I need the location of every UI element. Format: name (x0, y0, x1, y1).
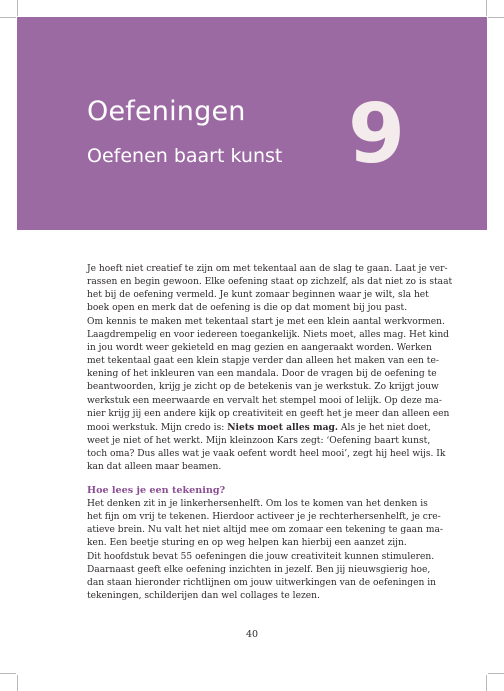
credo-suffix: Als je het niet doet, (338, 422, 431, 433)
text-line: het fijn om vrij te tekenen. Hierdoor activeer je je rechterhersenhelft, je cre- (87, 512, 441, 523)
text-line: werkstuk een meerwaarde en vervalt het stempel mooi of lelijk. Op deze ma- (87, 395, 442, 406)
intro-paragraph (87, 263, 453, 475)
text-line: met tekentaal gaat een klein stapje verder dan alleen het maken van een te- (87, 356, 439, 367)
text-line: tekeningen, schilderijen dan wel collages te lezen. (87, 591, 320, 602)
credo-prefix: mooi werkstuk. Mijn credo is: (87, 422, 228, 433)
crop-mark (17, 0, 18, 16)
text-line: kening of het inkleuren van een mandala. Door de vragen bij de oefening te (87, 369, 437, 380)
text-line: boek open en merk dat de oefening is die op dat moment bij jou past. (87, 303, 408, 314)
crop-mark (488, 17, 504, 18)
credo-bold: Niets moet alles mag. (227, 421, 338, 433)
text-line: Laagdrempelig en voor iedereen toegankelijk. Niets moet, alles mag. Het kind (87, 329, 449, 340)
crop-mark (17, 675, 18, 691)
crop-mark (0, 673, 16, 674)
crop-mark (0, 17, 16, 18)
text-line: Het denken zit in je linkerhersenhelft. Om los te komen van het denken is (87, 499, 428, 509)
text-line: Je hoeft niet creatief te zijn om met tekentaal aan de slag te gaan. Laat je ver- (87, 264, 448, 274)
chapter-title: Oefeningen (87, 96, 246, 127)
page-number: 40 (245, 629, 259, 640)
section-heading: Hoe lees je een tekening? (87, 485, 226, 496)
text-line: nier krijg jij een andere kijk op creativiteit en geeft het je meer dan alleen een (87, 408, 450, 419)
text-line: rassen en begin gewoon. Elke oefening staat op zichzelf, als dat niet zo is staat (87, 277, 453, 288)
chapter-number: 9 (348, 87, 406, 182)
section-paragraph (87, 498, 443, 603)
text-line: atieve brein. Nu valt het niet altijd mee om zomaar een tekening te gaan ma- (87, 525, 443, 536)
crop-mark (486, 675, 487, 691)
text-line: Daarnaast geeft elke oefening inzichten in jezelf. Ben jij nieuwsgierig hoe, (87, 564, 431, 575)
credo-line (87, 421, 431, 435)
text-line: weet je niet of het werkt. Mijn kleinzoon Kars zegt: ‘Oefening baart kunst, (87, 436, 431, 447)
text-line: ken. Een beetje sturing en op weg helpen kan hierbij een aanzet zijn. (87, 538, 407, 549)
text-line: Dit hoofdstuk bevat 55 oefeningen die jouw creativiteit kunnen stimuleren. (87, 551, 435, 562)
text-line: dan staan hieronder richtlijnen om jouw uitwerkingen van de oefeningen in (87, 577, 436, 588)
text-line: beantwoorden, krijg je zicht op de betekenis van je werkstuk. Zo krijgt jouw (87, 382, 439, 393)
text-line: Om kennis te maken met tekentaal start je met een klein aantal werkvormen. (87, 316, 445, 327)
text-line: kan dat alleen maar beamen. (87, 462, 222, 473)
crop-mark (488, 673, 504, 674)
text-line: in jou wordt weer gekieteld en mag gezien en aangeraakt worden. Werken (87, 342, 432, 353)
text-line: toch oma? Dus alles wat je vaak oefent wordt heel mooi’, zegt hij heel wijs. Ik (87, 449, 446, 460)
text-line: het bij de oefening vermeld. Je kunt zomaar beginnen waar je wilt, sla het (87, 290, 429, 301)
crop-mark (486, 0, 487, 16)
chapter-subtitle: Oefenen baart kunst (87, 145, 283, 167)
